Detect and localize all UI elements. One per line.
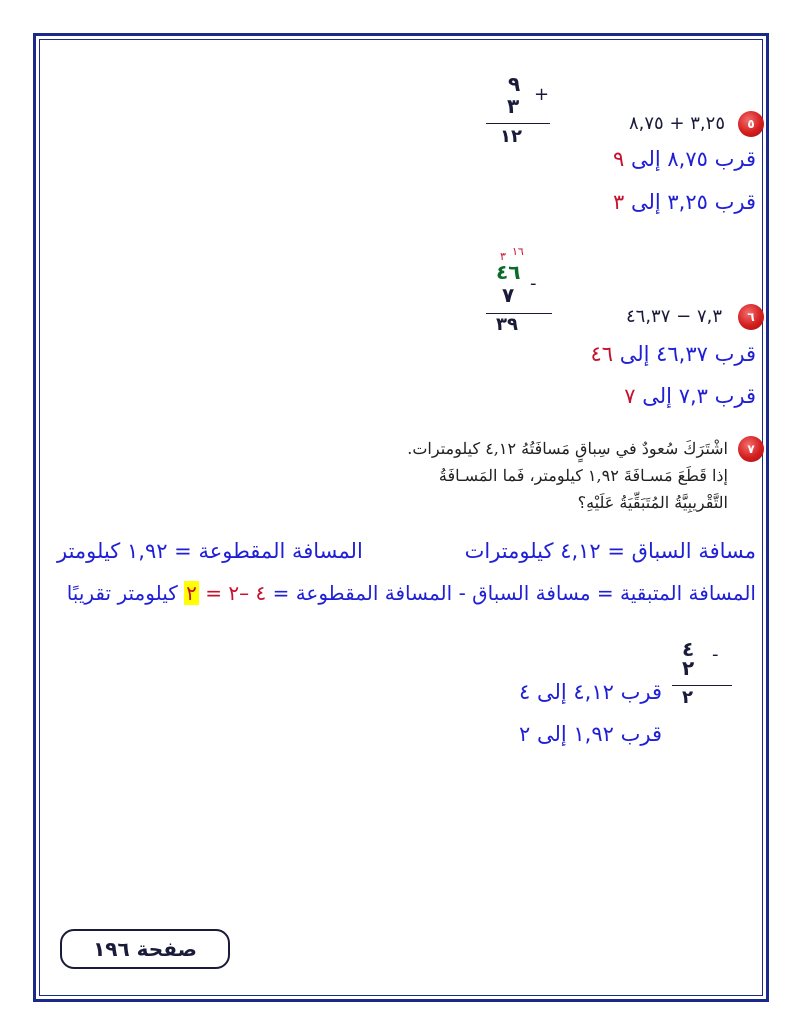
remaining-calculation: ٤ –٢ =: [205, 581, 267, 605]
remaining-answer: ٢: [186, 581, 197, 605]
page-number-label: صفحة ١٩٦: [93, 937, 197, 961]
exercise-7-round-line-2: قرب ١,٩٢ إلى ٢: [519, 722, 662, 746]
exercise-5-badge: ٥: [738, 111, 764, 137]
question-line-1: اشْتَرَكَ سُعودٌ في سِباقٍ مَسافَتُهُ ٤,١٢ كيلومترات.: [407, 439, 728, 458]
remaining-distance-line: المسافة المتبقية = مسافة السباق - المسافة المقطوعة = ٤ –٢ = ٢ كيلومتر تقريبًا: [66, 581, 756, 605]
exercise-5-round-line-1: قرب ٨,٧٥ إلى ٩: [613, 147, 756, 171]
exercise-6-expression: ٧,٣ − ٤٦,٣٧: [626, 306, 722, 327]
race-distance-text: مسافة السباق = ٤,١٢ كيلومترات: [464, 539, 756, 563]
exercise-7-column-top: ٤: [682, 637, 695, 661]
exercise-5-round-value-1: ٩: [613, 147, 625, 171]
exercise-7-column-middle: ٢: [682, 656, 695, 680]
page-frame-inner: [39, 39, 763, 996]
exercise-6-badge: ٦: [738, 304, 764, 330]
page-number-box: [60, 929, 230, 969]
exercise-6-round-line-2: قرب ٧,٣ إلى ٧: [624, 384, 756, 408]
exercise-5-column-operator: +: [534, 84, 550, 105]
exercise-6-column-top: ٤٦: [496, 260, 521, 284]
exercise-6-column-result: ٣٩: [496, 314, 518, 335]
exercise-5-column-top: ٩: [508, 72, 521, 96]
exercise-6-column-middle: ٧: [502, 283, 515, 307]
exercise-5-round-value-2: ٣: [613, 190, 625, 214]
exercise-7-badge: ٧: [738, 436, 764, 462]
exercise-6-round-line-1: قرب ٤٦,٣٧ إلى ٤٦: [590, 342, 756, 366]
exercise-5-expression: ٣,٢٥ + ٨,٧٥: [629, 113, 725, 134]
exercise-7-column-result: ٢: [682, 687, 693, 708]
exercise-7-column-operator: -: [712, 644, 719, 665]
exercise-5-column-line: [486, 123, 550, 124]
exercise-6-column-operator: -: [530, 273, 537, 294]
exercise-5-round-line-2: قرب ٣,٢٥ إلى ٣: [613, 190, 756, 214]
exercise-6-round-value-2: ٧: [624, 384, 636, 408]
question-line-2: إذا قَطَعَ مَسـافَةَ ١,٩٢ كيلومتر، فَما المَسـافَةُ: [438, 466, 728, 485]
exercise-7-column-line: [672, 685, 732, 686]
question-line-3: التَّقْريبِيَّةُ المُتَبَقِّيَةُ عَلَيْهِ؟: [577, 493, 728, 512]
exercise-7-question: [407, 435, 728, 516]
covered-distance-text: المسافة المقطوعة = ١,٩٢ كيلومتر: [57, 539, 363, 563]
exercise-6-borrow-right: ١٦: [512, 245, 524, 258]
exercise-5-column-middle: ٣: [507, 94, 520, 118]
exercise-6-borrow-left: ٣: [500, 250, 506, 263]
exercise-7-round-line-1: قرب ٤,١٢ إلى ٤: [519, 680, 662, 704]
exercise-5-column-result: ١٢: [500, 126, 522, 147]
exercise-6-round-value-1: ٤٦: [590, 342, 614, 366]
